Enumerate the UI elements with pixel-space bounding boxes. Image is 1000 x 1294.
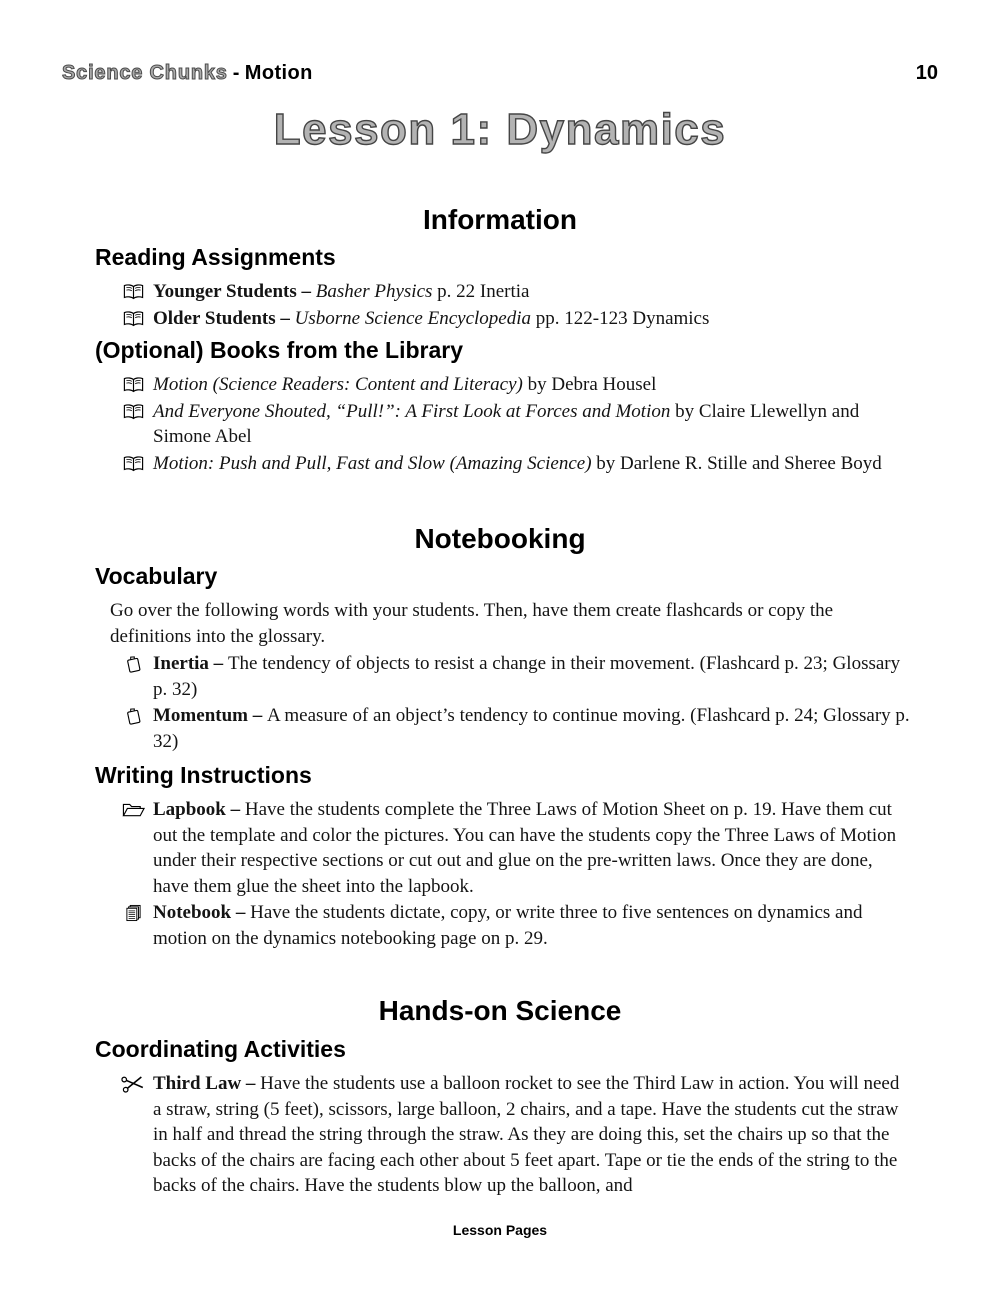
page-footer: Lesson Pages: [452, 1222, 548, 1238]
item-text: Have the students complete the Three Laws of Motion Sheet on p. 19. Have them cut out the template and color the pictures. You can have the students copy the Three Laws of Motion under their respective sections or cut out and glue on the pre-written laws. Once they are done, have them glue the sheet into the lapbook.: [153, 799, 901, 897]
lesson-title: Lesson 1: Dynamics: [273, 105, 727, 154]
item-text: A measure of an object’s tendency to continue moving. (Flashcard p. 24; Glossary p. 32): [153, 705, 915, 752]
open-book-icon: [120, 376, 146, 394]
item-book-title: And Everyone Shouted, “Pull!”: A First Look at Forces and Motion: [153, 400, 671, 422]
list-item-text: [153, 797, 910, 899]
list-item: [120, 1071, 910, 1199]
item-term: Lapbook –: [153, 799, 245, 820]
item-term: Younger Students –: [153, 281, 316, 302]
item-term: Older Students –: [153, 307, 295, 329]
flashcard-tag-icon: [118, 704, 147, 727]
item-text: Have the students use a balloon rocket to see the Third Law in action. You will need a straw, string (5 feet), scissors, large balloon, 2 chairs, and a tape. Have the students cut the straw in half and thread the string through the straw. As they are doing this, set the chairs up so that the backs of the chairs are facing each other about 5 feet apart. Tape or tie the ends of the string to the backs of the chairs. Have the students blow up the balloon, and: [153, 1073, 905, 1196]
vocabulary-list: [62, 651, 938, 754]
open-book-icon: [120, 403, 146, 421]
subsection-heading-reading-assignments: Reading Assignments: [95, 244, 336, 270]
list-item: [120, 306, 910, 332]
page-header: [62, 62, 938, 85]
brand-separator: -: [232, 62, 240, 84]
item-text: p. 22 Inertia: [432, 281, 530, 302]
list-item: [120, 279, 910, 305]
item-text: by Claire Llewellyn and Simone Abel: [153, 400, 864, 447]
item-term: Third Law –: [153, 1073, 261, 1094]
open-folder-icon: [120, 801, 146, 818]
subsection-heading-writing-instructions: Writing Instructions: [95, 762, 312, 788]
list-item: [120, 451, 910, 477]
stacked-pages-icon: [120, 904, 146, 922]
list-item-text: [153, 372, 656, 398]
header-brand-line: [62, 62, 313, 85]
open-book-icon: [120, 310, 146, 328]
vocabulary-intro: Go over the following words with your students. Then, have them create flashcards or copy the definitions into the glossary.: [110, 600, 834, 647]
section-heading-information: Information: [423, 204, 577, 235]
page-number: 10: [915, 62, 938, 84]
list-item: [120, 900, 910, 951]
item-text: The tendency of objects to resist a change in their movement. (Flashcard p. 23; Glossary p. 32): [153, 653, 905, 700]
open-book-icon: [120, 283, 146, 301]
item-book-title: Usborne Science Encyclopedia: [294, 307, 532, 329]
subsection-heading-vocabulary: Vocabulary: [95, 563, 218, 589]
reading-assignments-list: [62, 279, 938, 331]
list-item-text: [153, 451, 882, 477]
brand-title: Science Chunks: [62, 62, 228, 84]
coordinating-activities-list: [62, 1071, 938, 1199]
library-books-list: [62, 372, 938, 476]
brand-subject: Motion: [244, 62, 313, 84]
list-item-text: [153, 900, 910, 951]
list-item-text: [153, 306, 709, 332]
section-heading-notebooking: Notebooking: [414, 523, 586, 554]
flashcard-tag-icon: [118, 652, 147, 675]
subsection-heading-coordinating-activities: Coordinating Activities: [95, 1036, 346, 1062]
subsection-heading-library-books: (Optional) Books from the Library: [95, 337, 464, 363]
list-item: [120, 703, 915, 754]
list-item: [120, 372, 910, 398]
item-text: by Debra Housel: [522, 374, 657, 395]
item-term: Momentum –: [153, 705, 267, 726]
list-item-text: [153, 703, 915, 754]
item-text: by Darlene R. Stille and Sheree Boyd: [591, 452, 882, 474]
writing-instructions-list: [62, 797, 938, 951]
list-item-text: [153, 279, 529, 305]
list-item-text: [153, 651, 910, 702]
list-item: [120, 399, 910, 450]
item-book-title: Motion (Science Readers: Content and Literacy): [153, 374, 523, 395]
scissors-icon: [119, 1073, 147, 1093]
item-book-title: Basher Physics: [315, 281, 433, 302]
item-book-title: Motion: Push and Pull, Fast and Slow (Amazing Science): [153, 452, 592, 474]
item-term: Inertia –: [153, 653, 228, 674]
item-text: pp. 122-123 Dynamics: [531, 307, 710, 329]
list-item-text: [153, 1071, 910, 1199]
open-book-icon: [120, 455, 146, 473]
item-term: Notebook –: [153, 902, 251, 923]
section-heading-hands-on-science: Hands-on Science: [378, 995, 622, 1026]
list-item: [120, 651, 910, 702]
list-item: [120, 797, 910, 899]
item-text: Have the students dictate, copy, or write three to five sentences on dynamics and motion on the dynamics notebooking page on p. 29.: [153, 902, 868, 949]
list-item-text: [153, 399, 910, 450]
